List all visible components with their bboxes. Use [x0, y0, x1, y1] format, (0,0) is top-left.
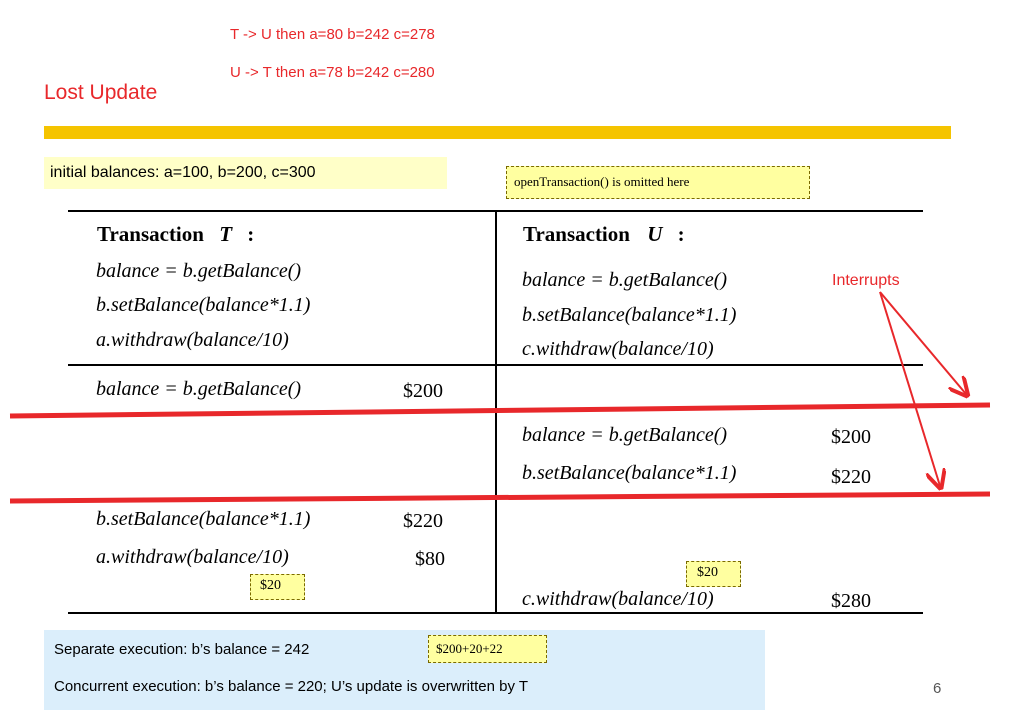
transaction-t-label: Transaction [97, 222, 204, 246]
transaction-t-colon: : [247, 222, 255, 246]
omitted-note-text: openTransaction() is omitted here [514, 174, 690, 189]
interrupt-arrow-2 [880, 292, 940, 486]
step-u3-value: $280 [831, 590, 871, 612]
transaction-u-colon: : [677, 222, 685, 246]
page-number: 6 [933, 680, 942, 697]
step-t3-op: a.withdraw(balance/10) [96, 546, 289, 568]
interrupts-label: Interrupts [832, 272, 900, 289]
transaction-t-name: T [219, 222, 233, 246]
summary-calc-box [428, 635, 547, 663]
note-u-then-t: U -> T then a=78 b=242 c=280 [230, 64, 435, 81]
step-u1-op: balance = b.getBalance() [522, 424, 728, 446]
summary-concurrent: Concurrent execution: b’s balance = 220; U’s update is overwritten by T [54, 678, 529, 695]
step-u3-op: c.withdraw(balance/10) [522, 588, 714, 610]
step-u3-tag-text: $20 [697, 565, 718, 580]
step-t1-value: $200 [403, 380, 443, 402]
transaction-u-code-line: c.withdraw(balance/10) [522, 338, 714, 360]
initial-balances-text: initial balances: a=100, b=200, c=300 [50, 164, 316, 181]
transaction-u-label: Transaction [523, 222, 630, 246]
transaction-u-name: U [647, 222, 663, 246]
transaction-t-code-line: balance = b.getBalance() [96, 260, 302, 282]
note-t-then-u: T -> U then a=80 b=242 c=278 [230, 26, 435, 43]
step-u2-op: b.setBalance(balance*1.1) [522, 462, 737, 484]
step-u1-value: $200 [831, 426, 871, 448]
step-t2-value: $220 [403, 510, 443, 532]
slide-title: Lost Update [44, 81, 158, 104]
summary-separate: Separate execution: b’s balance = 242 [54, 641, 310, 658]
step-t3-tag-text: $20 [260, 578, 281, 593]
step-u2-value: $220 [831, 466, 871, 488]
summary-calc-text: $200+20+22 [436, 641, 503, 656]
transaction-t-code-line: b.setBalance(balance*1.1) [96, 294, 311, 316]
interrupt-arrow-1 [880, 292, 966, 394]
transaction-t-code-line: a.withdraw(balance/10) [96, 329, 289, 351]
step-t1-op: balance = b.getBalance() [96, 378, 302, 400]
transaction-u-code-line: balance = b.getBalance() [522, 269, 728, 291]
interrupt-cut-line-2 [10, 494, 990, 501]
transaction-u-code-line: b.setBalance(balance*1.1) [522, 304, 737, 326]
interrupt-cut-line-1 [10, 405, 990, 416]
summary-box [44, 630, 765, 710]
step-t3-value: $80 [415, 548, 445, 570]
step-t2-op: b.setBalance(balance*1.1) [96, 508, 311, 530]
